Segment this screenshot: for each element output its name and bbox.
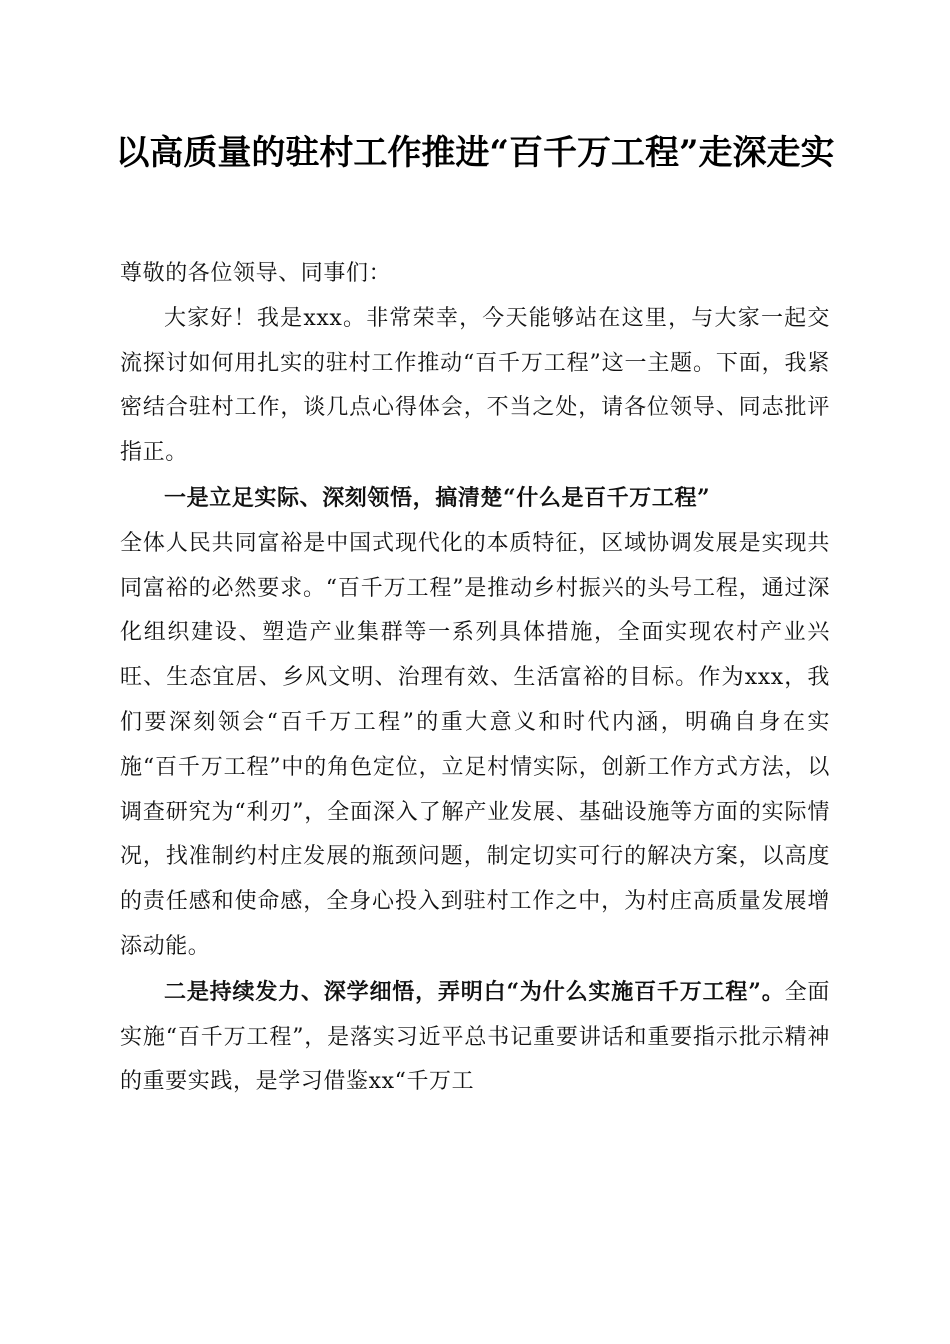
- intro-paragraph: 大家好！我是xxx。非常荣幸，今天能够站在这里，与大家一起交流探讨如何用扎实的驻村工作推动“百千万工程”这一主题。下面，我紧密结合驻村工作，谈几点心得体会，不当之处，请各位领导、同志批评指正。: [120, 305, 830, 466]
- document-title: 以高质量的驻村工作推进“百千万工程”走深走实: [115, 133, 835, 173]
- section-two-text: 全面实施“百千万工程”，是落实习近平总书记重要讲话和重要指示批示精神的重要实践，是学习借鉴xx“千万工: [120, 979, 830, 1095]
- document-body: [120, 252, 830, 1105]
- salutation: 尊敬的各位领导、同事们：: [120, 261, 392, 286]
- section-one-heading-text: 一是立足实际、深刻领悟，搞清楚“什么是百千万工程”: [164, 484, 711, 511]
- section-one-heading: [120, 476, 830, 522]
- section-two-heading: 二是持续发力、深学细悟，弄明白“为什么实施百千万工程”。: [164, 978, 785, 1005]
- section-one-paragraph: 全体人民共同富裕是中国式现代化的本质特征，区域协调发展是实现共同富裕的必然要求。“百千万工程”是推动乡村振兴的头号工程，通过深化组织建设、塑造产业集群等一系列具体措施，全面实现农村产业兴旺、生态宜居、乡风文明、治理有效、生活富裕的目标。作为xxx，我们要深刻领会“百千万工程”的重大意义和时代内涵，明确自身在实施“百千万工程”中的角色定位，立足村情实际，创新工作方式方法，以调查研究为“利刃”，全面深入了解产业发展、基础设施等方面的实际情况，找准制约村庄发展的瓶颈问题，制定切实可行的解决方案，以高度的责任感和使命感，全身心投入到驻村工作之中，为村庄高质量发展增添动能。: [120, 530, 830, 959]
- section-two-paragraph: [120, 970, 830, 1105]
